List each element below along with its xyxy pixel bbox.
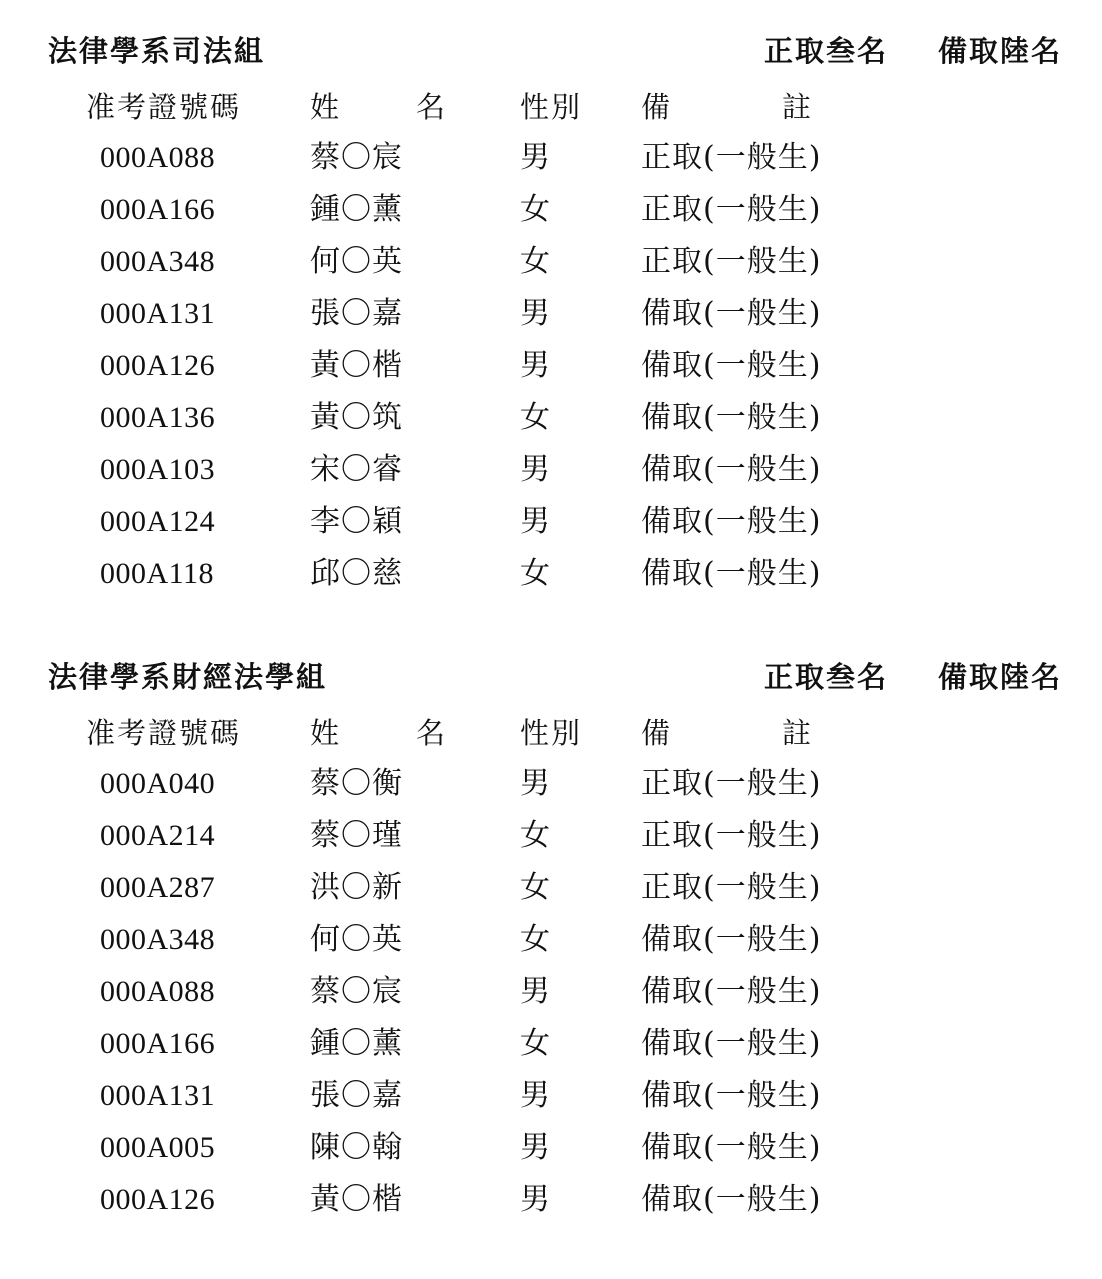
gender: 男 [520, 348, 550, 383]
candidate-name: 蔡〇宸 [310, 974, 403, 1009]
candidate-name: 鍾〇薰 [310, 1026, 403, 1061]
table-row [0, 922, 1102, 974]
header-name-first: 姓 [310, 716, 342, 750]
header-id: 准考證號碼 [86, 90, 242, 124]
table-row [0, 556, 1102, 608]
remark: 正取(一般生) [641, 766, 822, 801]
candidate-name: 張〇嘉 [310, 296, 403, 331]
table-header [0, 715, 1102, 767]
remark: 正取(一般生) [641, 870, 822, 905]
table-row [0, 974, 1102, 1026]
table-row [0, 244, 1102, 296]
table-row [0, 818, 1102, 870]
candidate-name: 何〇英 [310, 244, 403, 279]
exam-number: 000A166 [100, 1027, 216, 1060]
table-row [0, 1026, 1102, 1078]
remark: 備取(一般生) [641, 1130, 822, 1165]
gender: 男 [520, 974, 550, 1009]
remark: 正取(一般生) [641, 192, 822, 227]
gender: 女 [520, 922, 550, 957]
exam-number: 000A103 [100, 453, 216, 486]
exam-number: 000A214 [100, 819, 216, 852]
table-row [0, 400, 1102, 452]
header-note-second: 註 [782, 90, 814, 124]
candidate-name: 何〇英 [310, 922, 403, 957]
gender: 男 [520, 1182, 550, 1217]
remark: 正取(一般生) [641, 244, 822, 279]
table-row [0, 766, 1102, 818]
remark: 正取(一般生) [641, 818, 822, 853]
remark: 正取(一般生) [641, 140, 822, 175]
header-note-first: 備 [641, 90, 673, 124]
table-header [0, 89, 1102, 141]
section-finance-law [0, 660, 1102, 1230]
gender: 男 [520, 140, 550, 175]
remark: 備取(一般生) [641, 504, 822, 539]
remark: 備取(一般生) [641, 452, 822, 487]
table-row [0, 452, 1102, 504]
header-name-second: 名 [416, 90, 448, 124]
exam-number: 000A348 [100, 923, 216, 956]
gender: 女 [520, 818, 550, 853]
remark: 備取(一般生) [641, 974, 822, 1009]
exam-number: 000A136 [100, 401, 216, 434]
candidate-name: 陳〇翰 [310, 1130, 403, 1165]
admit-quota: 正取叁名 [764, 660, 889, 694]
candidate-name: 黃〇筑 [310, 400, 403, 435]
table-row [0, 1182, 1102, 1234]
candidate-name: 黃〇楷 [310, 348, 403, 383]
gender: 女 [520, 870, 550, 905]
candidate-name: 蔡〇衡 [310, 766, 403, 801]
gender: 女 [520, 400, 550, 435]
exam-number: 000A005 [100, 1131, 216, 1164]
candidate-name: 蔡〇瑾 [310, 818, 403, 853]
remark: 備取(一般生) [641, 1026, 822, 1061]
candidate-name: 洪〇新 [310, 870, 403, 905]
header-note-second: 註 [782, 716, 814, 750]
gender: 男 [520, 452, 550, 487]
gender: 女 [520, 1026, 550, 1061]
section-title: 法律學系司法組 [48, 34, 266, 68]
remark: 備取(一般生) [641, 400, 822, 435]
exam-number: 000A118 [100, 557, 215, 590]
exam-number: 000A287 [100, 871, 216, 904]
table-row [0, 192, 1102, 244]
waitlist-quota: 備取陸名 [938, 660, 1063, 694]
candidate-name: 張〇嘉 [310, 1078, 403, 1113]
remark: 備取(一般生) [641, 922, 822, 957]
admit-quota: 正取叁名 [764, 34, 889, 68]
exam-number: 000A088 [100, 141, 216, 174]
remark: 備取(一般生) [641, 1078, 822, 1113]
exam-number: 000A131 [100, 297, 216, 330]
candidate-name: 蔡〇宸 [310, 140, 403, 175]
gender: 女 [520, 244, 550, 279]
remark: 備取(一般生) [641, 348, 822, 383]
exam-number: 000A166 [100, 193, 216, 226]
table-row [0, 140, 1102, 192]
candidate-name: 鍾〇薰 [310, 192, 403, 227]
exam-number: 000A088 [100, 975, 216, 1008]
header-note-first: 備 [641, 716, 673, 750]
gender: 男 [520, 296, 550, 331]
header-gender: 性別 [520, 716, 583, 750]
section-judicial [0, 34, 1102, 604]
table-row [0, 1078, 1102, 1130]
header-id: 准考證號碼 [86, 716, 242, 750]
table-row [0, 1130, 1102, 1182]
gender: 女 [520, 556, 550, 591]
candidate-name: 李〇穎 [310, 504, 403, 539]
remark: 備取(一般生) [641, 296, 822, 331]
candidate-name: 宋〇睿 [310, 452, 403, 487]
remark: 備取(一般生) [641, 1182, 822, 1217]
table-row [0, 870, 1102, 922]
table-row [0, 296, 1102, 348]
exam-number: 000A126 [100, 349, 216, 382]
waitlist-quota: 備取陸名 [938, 34, 1063, 68]
gender: 男 [520, 1078, 550, 1113]
gender: 男 [520, 766, 550, 801]
gender: 女 [520, 192, 550, 227]
section-title: 法律學系財經法學組 [48, 660, 328, 694]
header-gender: 性別 [520, 90, 583, 124]
exam-number: 000A124 [100, 505, 216, 538]
exam-number: 000A348 [100, 245, 216, 278]
exam-number: 000A126 [100, 1183, 216, 1216]
table-row [0, 504, 1102, 556]
candidate-name: 黃〇楷 [310, 1182, 403, 1217]
exam-number: 000A040 [100, 767, 216, 800]
candidate-name: 邱〇慈 [310, 556, 403, 591]
gender: 男 [520, 504, 550, 539]
header-name-first: 姓 [310, 90, 342, 124]
gender: 男 [520, 1130, 550, 1165]
remark: 備取(一般生) [641, 556, 822, 591]
header-name-second: 名 [416, 716, 448, 750]
table-row [0, 348, 1102, 400]
exam-number: 000A131 [100, 1079, 216, 1112]
